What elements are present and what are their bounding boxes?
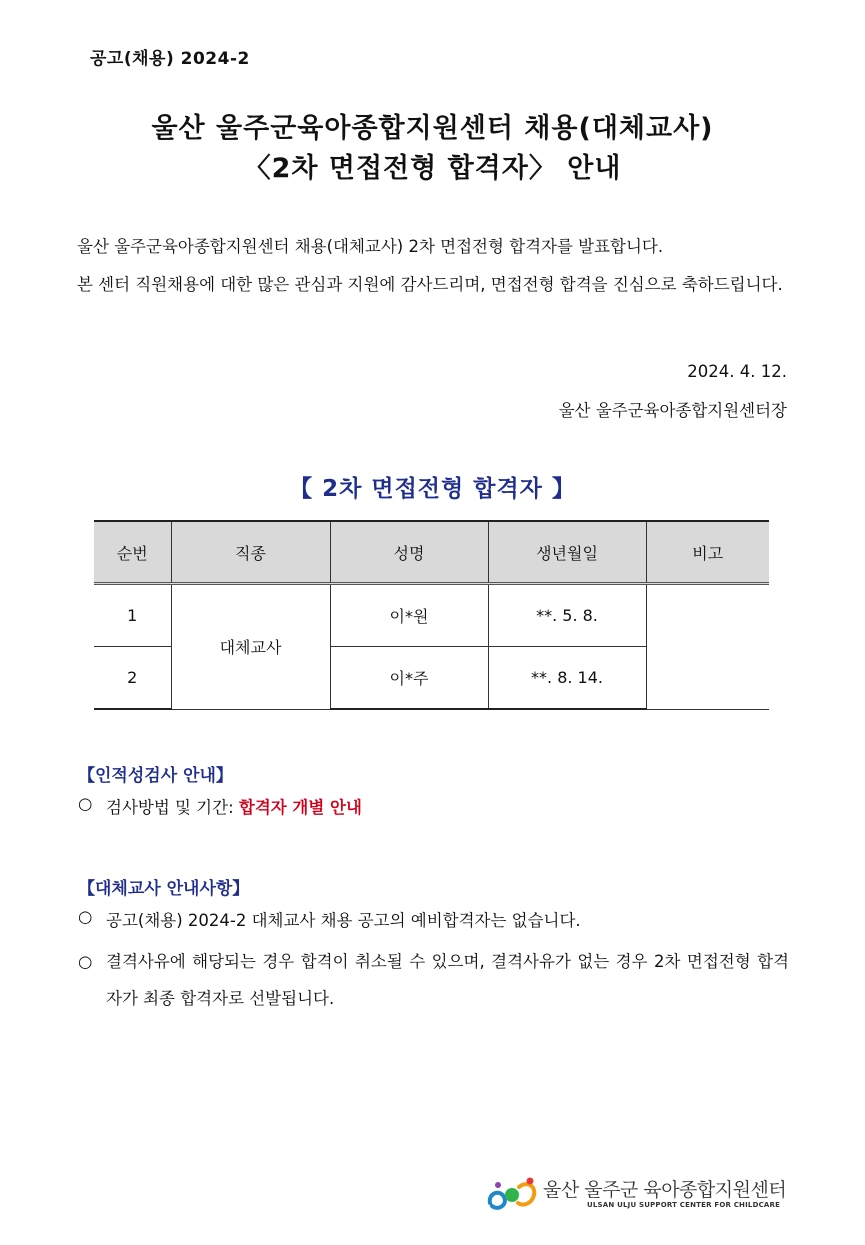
center-logo-icon: [486, 1173, 542, 1213]
header-note: 비고: [646, 521, 769, 584]
substitute-note-item: [78, 907, 789, 931]
result-section-title: 【 2차 면접전형 합격자 】: [289, 476, 576, 502]
notice-signer: 울산 울주군육아종합지원센터장: [558, 401, 787, 420]
personality-test-heading: 【인적성검사 안내】: [78, 766, 233, 786]
intro-line: 울산 울주군육아종합지원센터 채용(대체교사) 2차 면접전형 합격자를 발표합니다.: [77, 237, 664, 256]
circle-bullet-icon: ○: [78, 794, 93, 813]
header-birth: 생년월일: [488, 521, 646, 584]
intro-line: 본 센터 직원채용에 대한 많은 관심과 지원에 감사드리며, 면접전형 합격을 진심으로 축하드립니다.: [77, 275, 783, 294]
substitute-notes-heading: 【대체교사 안내사항】: [78, 879, 250, 899]
document-title: 울산 울주군육아종합지원센터 채용(대체교사): [151, 113, 714, 144]
center-logo: [486, 1173, 786, 1213]
logo-subtitle: ULSAN ULJU SUPPORT CENTER FOR CHILDCARE: [587, 1201, 781, 1209]
item-label: 검사방법 및 기간:: [106, 798, 234, 817]
cell-birth: **. 5. 8.: [488, 584, 646, 647]
substitute-note-item: [78, 943, 789, 1017]
circle-bullet-icon: ○: [78, 907, 93, 926]
cell-note: [646, 584, 769, 710]
cell-no: 2: [94, 647, 171, 710]
cell-name: 이*주: [330, 647, 488, 710]
table-row: [94, 584, 769, 647]
header-job: 직종: [171, 521, 330, 584]
cell-birth: **. 8. 14.: [488, 647, 646, 710]
cell-no: 1: [94, 584, 171, 647]
note-text: 공고(채용) 2024-2 대체교사 채용 공고의 예비합격자는 없습니다.: [106, 911, 581, 930]
header-name: 성명: [330, 521, 488, 584]
document-subtitle: 〈2차 면접전형 합격자〉 안내: [243, 153, 622, 184]
notice-number: 공고(채용) 2024-2: [90, 49, 250, 69]
logo-name: 울산 울주군 육아종합지원센터: [543, 1179, 787, 1201]
personality-test-item: [78, 794, 789, 818]
circle-bullet-icon: ○: [78, 952, 93, 971]
notice-date: 2024. 4. 12.: [687, 362, 787, 381]
table-header-row: [94, 521, 769, 584]
cell-job-type: 대체교사: [171, 584, 330, 710]
result-table: [94, 520, 769, 710]
note-text: 결격사유에 해당되는 경우 합격이 취소될 수 있으며, 결격사유가 없는 경우 2차 면접전형 합격자가 최종 합격자로 선발됩니다.: [106, 952, 789, 1008]
item-value-highlight: 합격자 개별 안내: [238, 798, 362, 817]
cell-name: 이*원: [330, 584, 488, 647]
intro-paragraph: [77, 228, 789, 304]
header-no: 순번: [94, 521, 171, 584]
